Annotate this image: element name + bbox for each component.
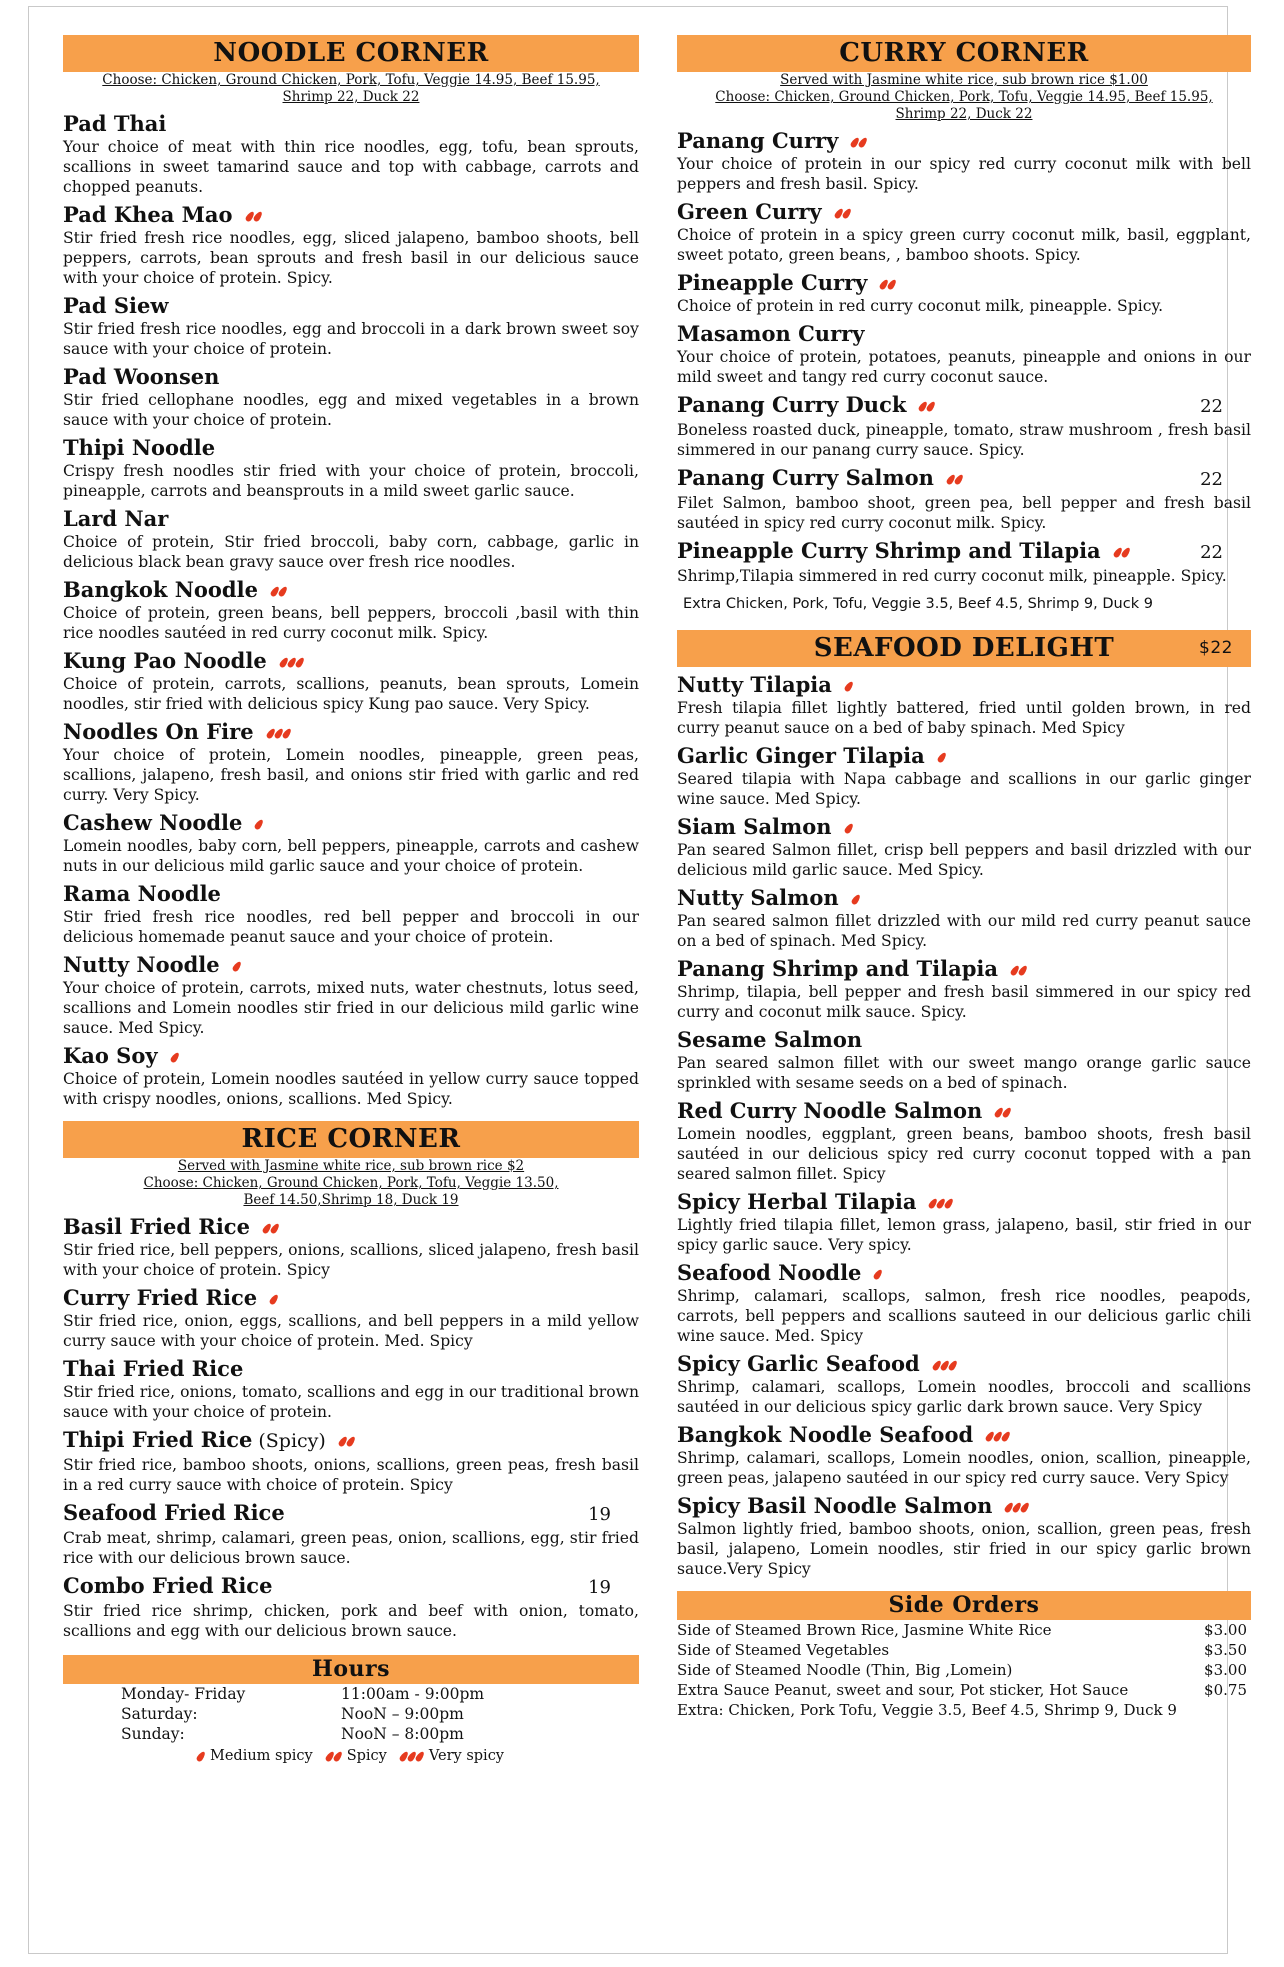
menu-item [677, 1259, 1251, 1346]
menu-item-description: Lomein noodles, eggplant, green beans, bamboo shoots, fresh basil sautéed in our delicious spicy red curry coconut topped with a pan seared salmon fillet. Spicy [677, 1125, 1251, 1183]
menu-item-name: Nutty Salmon [677, 885, 839, 910]
menu-item-description: Choice of protein, carrots, scallions, peanuts, bean sprouts, Lomein noodles, stir fried with delicious spicy Kung pao sauce. Very Spicy. [63, 675, 639, 713]
menu-item-description: Stir fried rice, onion, eggs, scallions, and bell peppers in a mild yellow curry sauce with your choice of protein. Med. Spicy [63, 1312, 639, 1350]
chili-icon [340, 1436, 354, 1447]
menu-item-description: Your choice of protein, Lomein noodles, pineapple, green peas, scallions, jalapeno, fresh basil, and onions stir fried with garlic and red curry. Very Spicy. [63, 746, 639, 804]
menu-item [677, 127, 1251, 194]
chili-icon [853, 894, 859, 905]
chili-icon [987, 1431, 1009, 1442]
chili-icon [281, 657, 303, 668]
chili-icon [264, 1223, 278, 1234]
menu-item-name: Panang Curry [677, 128, 839, 153]
menu-item-header [63, 880, 639, 907]
curry-corner-banner: CURRY CORNER [677, 35, 1251, 72]
side-extra: Extra: Chicken, Pork Tofu, Veggie 3.5, Beef 4.5, Shrimp 9, Duck 9 [677, 1701, 1177, 1719]
menu-item-header [677, 1421, 1251, 1448]
menu-item [677, 391, 1251, 460]
menu-item-header [63, 292, 639, 319]
menu-item-header [677, 1350, 1251, 1377]
chili-icon [234, 961, 240, 972]
side-row: Side of Steamed Brown Rice, Jasmine White Rice $3.00 [677, 1621, 1247, 1639]
menu-item-header [677, 269, 1251, 296]
menu-item-description: Stir fried fresh rice noodles, egg, sliced jalapeno, bamboo shoots, bell peppers, carrots, bean sprouts and fresh basil in our delicious sauce with your choice of protein. Spicy. [63, 229, 639, 287]
chili-icon [836, 208, 850, 219]
menu-item-header [63, 809, 639, 836]
menu-item [63, 809, 639, 876]
menu-item-header [677, 391, 1251, 420]
noodle-items [63, 110, 639, 1109]
menu-item [677, 198, 1251, 265]
menu-item-header [677, 1188, 1251, 1215]
menu-item-name: Curry Fried Rice [63, 1285, 258, 1310]
chili-icon [1006, 1502, 1028, 1513]
menu-item [677, 320, 1251, 387]
menu-item [63, 1499, 639, 1568]
hours-banner: Hours [63, 1655, 639, 1684]
menu-item-header [677, 884, 1251, 911]
menu-item-header [677, 1097, 1251, 1124]
menu-item [677, 742, 1251, 809]
menu-item-header [677, 1492, 1251, 1519]
menu-item-name: Combo Fried Rice [63, 1573, 273, 1598]
menu-item [677, 1421, 1251, 1488]
chili-icon [996, 1107, 1010, 1118]
legend-spicy: Spicy [327, 1746, 387, 1766]
seafood-price: $22 [1199, 638, 1233, 658]
menu-item-header [63, 363, 639, 390]
curry-items [677, 127, 1251, 586]
menu-item [677, 671, 1251, 738]
menu-item-name: Bangkok Noodle Seafood [677, 1422, 974, 1447]
menu-item-name: Green Curry [677, 199, 822, 224]
curry-extra-note: Extra Chicken, Pork, Tofu, Veggie 3.5, Beef 4.5, Shrimp 9, Duck 9 [683, 596, 1153, 612]
menu-item-header [63, 505, 639, 532]
menu-item-header [63, 434, 639, 461]
menu-item [63, 1042, 639, 1109]
side-orders-list [677, 1620, 1251, 1720]
menu-item-description: Stir fried fresh rice noodles, red bell pepper and broccoli in our delicious homemade peanut sauce and your choice of protein. [63, 908, 639, 946]
chili-icon [852, 137, 866, 148]
noodle-corner-banner: NOODLE CORNER [63, 35, 639, 72]
menu-item-name: Pad Woonsen [63, 364, 220, 389]
hours-block [63, 1684, 639, 1766]
menu-item-name: Nutty Tilapia [677, 672, 832, 697]
menu-item [63, 505, 639, 572]
menu-item-description: Crispy fresh noodles stir fried with your choice of protein, broccoli, pineapple, carrots and beansprouts in a mild sweet garlic sauce. [63, 462, 639, 500]
menu-item-description: Stir fried rice shrimp, chicken, pork and beef with onion, tomato, scallions and egg with our delicious brown sauce. [63, 1602, 639, 1640]
side-row: Extra Sauce Peanut, sweet and sour, Pot sticker, Hot Sauce $0.75 [677, 1681, 1247, 1699]
menu-item-description: Shrimp,Tilapia simmered in red curry coconut milk, pineapple. Spicy. [677, 567, 1227, 585]
menu-item-description: Pan seared salmon fillet drizzled with our mild red curry peanut sauce on a bed of spinach. Med Spicy. [677, 912, 1251, 950]
menu-item-name: Red Curry Noodle Salmon [677, 1098, 983, 1123]
legend-very-spicy: Very spicy [401, 1746, 504, 1766]
menu-item-description: Choice of protein, green beans, bell peppers, broccoli ,basil with thin rice noodles sautéed in red curry coconut milk. Spicy. [63, 604, 639, 642]
menu-item [677, 1188, 1251, 1255]
legend-medium: Medium spicy [198, 1746, 313, 1766]
chili-icon [846, 823, 852, 834]
chili-icon [198, 1751, 204, 1762]
menu-item-description: Shrimp, calamari, scallops, Lomein noodles, broccoli and scallions sautéed in our delicious spicy garlic dark brown sauce. Very Spicy [677, 1378, 1251, 1416]
chili-icon [247, 211, 261, 222]
menu-item-price: 19 [588, 1577, 611, 1598]
menu-item-header [677, 320, 1251, 347]
chili-icon [930, 1198, 952, 1209]
menu-item [63, 1213, 639, 1280]
menu-item-header [63, 1572, 639, 1601]
menu-item [63, 951, 639, 1038]
chili-icon [1012, 965, 1026, 976]
menu-item-header [677, 198, 1251, 225]
menu-item-description: Your choice of protein in our spicy red curry coconut milk with bell peppers and fresh basil. Spicy. [677, 155, 1251, 193]
rice-corner-banner: RICE CORNER [63, 1121, 639, 1158]
menu-item [677, 537, 1251, 586]
menu-item [63, 110, 639, 197]
rice-items [63, 1213, 639, 1641]
noodle-choose-note: Choose: Chicken, Ground Chicken, Pork, Tofu, Veggie 14.95, Beef 15.95, Shrimp 22, Duck 22 [102, 72, 600, 105]
menu-item-description: Salmon lightly fried, bamboo shoots, onion, scallion, green peas, fresh basil, jalapeno, Lomein noodles, stir fried in our spicy garlic brown sauce.Very Spicy [677, 1520, 1251, 1578]
side-orders-banner: Side Orders [677, 1591, 1251, 1620]
menu-item-price: 22 [1200, 542, 1223, 563]
menu-item-description: Stir fried cellophane noodles, egg and mixed vegetables in a brown sauce with your choice of protein. [63, 391, 639, 429]
chili-icon [948, 474, 962, 485]
menu-item-description: Choice of protein, Stir fried broccoli, baby corn, cabbage, garlic in delicious black bean gravy sauce over fresh rice noodles. [63, 533, 639, 571]
menu-item-header [677, 464, 1251, 493]
side-row: Side of Steamed Vegetables $3.50 [677, 1641, 1247, 1659]
chili-icon [939, 752, 945, 763]
menu-item-name: Kung Pao Noodle [63, 648, 267, 673]
menu-item-description: Seared tilapia with Napa cabbage and scallions in our garlic ginger wine sauce. Med Spicy. [677, 770, 1251, 808]
menu-item-name: Bangkok Noodle [63, 577, 258, 602]
menu-item-description: Stir fried fresh rice noodles, egg and broccoli in a dark brown sweet soy sauce with your choice of protein. [63, 320, 639, 358]
menu-item-name: Thipi Fried Rice [63, 1427, 253, 1452]
menu-item-description: Shrimp, calamari, scallops, Lomein noodles, onion, scallion, pineapple, green peas, jalapeno sautéed in our spicy red curry sauce. Very Spicy [677, 1449, 1251, 1487]
menu-item [677, 1026, 1251, 1093]
menu-item-name: Basil Fried Rice [63, 1214, 250, 1239]
menu-item-description: Lightly fried tilapia fillet, lemon grass, jalapeno, basil, stir fried in our spicy garlic sauce. Very spicy. [677, 1216, 1251, 1254]
menu-item-name: Cashew Noodle [63, 810, 243, 835]
menu-item [63, 363, 639, 430]
menu-item-header [63, 1284, 639, 1311]
menu-item [63, 1355, 639, 1422]
right-column [677, 35, 1251, 1720]
curry-choose-note: Served with Jasmine white rice, sub brown rice $1.00 Choose: Chicken, Ground Chicken, Pork, Tofu, Veggie 14.95, Beef 15.95, Shrimp 22, Duck 22 [715, 72, 1213, 122]
menu-item-name: Pad Siew [63, 293, 169, 318]
menu-item-description: Pan seared Salmon fillet, crisp bell peppers and basil drizzled with our delicious mild garlic sauce. Med Spicy. [677, 841, 1251, 879]
menu-item-name: Lard Nar [63, 506, 169, 531]
menu-item-name: Spicy Herbal Tilapia [677, 1189, 917, 1214]
chili-icon [1115, 547, 1129, 558]
menu-item-header [677, 955, 1251, 982]
menu-item-header [63, 201, 639, 228]
menu-item-name: Sesame Salmon [677, 1027, 863, 1052]
menu-item-name: Spicy Garlic Seafood [677, 1351, 920, 1376]
menu-item-name: Pad Thai [63, 111, 167, 136]
chili-icon [846, 681, 852, 692]
left-column [63, 35, 639, 1766]
menu-item-name: Panang Curry Duck [677, 392, 907, 417]
menu-item-description: Boneless roasted duck, pineapple, tomato, straw mushroom , fresh basil simmered in our panang curry sauce. Spicy. [677, 421, 1251, 459]
chili-icon [256, 819, 262, 830]
seafood-banner: SEAFOOD DELIGHT $22 [677, 630, 1251, 667]
menu-item-description: Stir fried rice, bamboo shoots, onions, scallions, green peas, fresh basil in a red curry sauce with choice of protein. Spicy [63, 1456, 639, 1494]
menu-item-description: Stir fried rice, onions, tomato, scallions and egg in our traditional brown sauce with your choice of protein. [63, 1383, 639, 1421]
spicy-legend [63, 1746, 639, 1766]
menu-item-description: Fresh tilapia fillet lightly battered, fried until golden brown, in red curry peanut sauce on a bed of baby spinach. Med Spicy [677, 699, 1251, 737]
menu-item-name: Noodles On Fire [63, 719, 254, 744]
menu-item [63, 201, 639, 288]
menu-item-name: Pineapple Curry Shrimp and Tilapia [677, 538, 1101, 563]
menu-item-description: Choice of protein in a spicy green curry coconut milk, basil, eggplant, sweet potato, green beans, , bamboo shoots. Spicy. [677, 226, 1251, 264]
menu-item-price: 19 [588, 1504, 611, 1525]
menu-item-description: Choice of protein, Lomein noodles sautéed in yellow curry sauce topped with crispy noodles, onions, scallions. Med Spicy. [63, 1070, 639, 1108]
menu-item [63, 718, 639, 805]
menu-item-price: 22 [1200, 469, 1223, 490]
menu-item [63, 1572, 639, 1641]
menu-item-header [63, 1213, 639, 1240]
menu-item-description: Filet Salmon, bamboo shoot, green pea, bell pepper and fresh basil sautéed in spicy red curry coconut milk. Spicy. [677, 494, 1251, 532]
menu-item-name: Pineapple Curry [677, 270, 868, 295]
chili-icon [920, 401, 934, 412]
menu-item-description: Shrimp, tilapia, bell pepper and fresh basil simmered in our spicy red curry and coconut milk sauce. Spicy. [677, 983, 1251, 1021]
menu-item [63, 647, 639, 714]
menu-item-header [677, 537, 1251, 566]
menu-item-description: Your choice of protein, carrots, mixed nuts, water chestnuts, lotus seed, scallions and Lomein noodles stir fried in our delicious mild garlic wine sauce. Med Spicy. [63, 979, 639, 1037]
menu-item-description: Lomein noodles, baby corn, bell peppers, pineapple, carrots and cashew nuts in our delicious mild garlic sauce and your choice of protein. [63, 837, 639, 875]
chili-icon [272, 586, 286, 597]
menu-item [677, 464, 1251, 533]
chili-icon [934, 1360, 956, 1371]
menu-item-header [677, 671, 1251, 698]
menu-item-header [63, 1499, 639, 1528]
menu-item [677, 955, 1251, 1022]
menu-item-name: Seafood Noodle [677, 1260, 862, 1285]
menu-item-note: (Spicy) [258, 1430, 326, 1452]
menu-item-name: Rama Noodle [63, 881, 221, 906]
chili-icon [172, 1052, 178, 1063]
menu-item-name: Seafood Fried Rice [63, 1500, 285, 1525]
menu-item-header [677, 742, 1251, 769]
menu-item-name: Siam Salmon [677, 814, 832, 839]
menu-item [677, 884, 1251, 951]
menu-item-description: Shrimp, calamari, scallops, salmon, fresh rice noodles, peapods, carrots, bell peppers and scallions sauteed in our delicious garlic chili wine sauce. Med. Spicy [677, 1287, 1251, 1345]
chili-icon [271, 1294, 277, 1305]
menu-item-header [63, 647, 639, 674]
hours-row: Monday- Friday 11:00am - 9:00pm [121, 1685, 485, 1703]
menu-item-name: Kao Soy [63, 1043, 158, 1068]
chili-icon [268, 728, 290, 739]
menu-item-header [63, 110, 639, 137]
menu-item-header [677, 127, 1251, 154]
menu-item-header [677, 1259, 1251, 1286]
hours-row: Sunday: NooN – 8:00pm [121, 1725, 464, 1743]
chili-icon [881, 279, 895, 290]
side-row: Side of Steamed Noodle (Thin, Big ,Lomein) $3.00 [677, 1661, 1247, 1679]
menu-item [63, 292, 639, 359]
menu-item [63, 1284, 639, 1351]
menu-item-header [63, 951, 639, 978]
menu-item-name: Panang Shrimp and Tilapia [677, 956, 998, 981]
menu-item [63, 880, 639, 947]
menu-item-name: Masamon Curry [677, 321, 865, 346]
menu-item-header [63, 1355, 639, 1382]
menu-item-header [677, 1026, 1251, 1053]
menu-item [677, 1097, 1251, 1184]
chili-icon [401, 1751, 423, 1762]
menu-item-description: Stir fried rice, bell peppers, onions, scallions, sliced jalapeno, fresh basil with your choice of protein. Spicy [63, 1241, 639, 1279]
menu-item-name: Nutty Noodle [63, 952, 220, 977]
menu-item-header [63, 718, 639, 745]
menu-item-name: Thai Fried Rice [63, 1356, 244, 1381]
menu-item-header [677, 813, 1251, 840]
menu-item [677, 1492, 1251, 1579]
menu-item-name: Spicy Basil Noodle Salmon [677, 1493, 993, 1518]
menu-item-description: Your choice of protein, potatoes, peanuts, pineapple and onions in our mild sweet and tangy red curry coconut sauce. [677, 348, 1251, 386]
menu-item-price: 22 [1200, 396, 1223, 417]
menu-item-name: Pad Khea Mao [63, 202, 233, 227]
menu-item-name: Thipi Noodle [63, 435, 216, 460]
menu-page [28, 6, 1251, 1954]
menu-item-header [63, 1426, 639, 1455]
menu-item [677, 269, 1251, 316]
menu-item [677, 813, 1251, 880]
menu-item-description: Crab meat, shrimp, calamari, green peas, onion, scallions, egg, stir fried rice with our delicious brown sauce. [63, 1529, 639, 1567]
menu-item-name: Panang Curry Salmon [677, 465, 934, 490]
menu-item-description: Your choice of meat with thin rice noodles, egg, tofu, bean sprouts, scallions in sweet tamarind sauce and top with cabbage, carrots and chopped peanuts. [63, 138, 639, 196]
seafood-items [677, 671, 1251, 1579]
menu-item-name: Garlic Ginger Tilapia [677, 743, 925, 768]
menu-item-description: Choice of protein in red curry coconut milk, pineapple. Spicy. [677, 297, 1164, 315]
menu-item [677, 1350, 1251, 1417]
hours-row: Saturday: NooN – 9:00pm [121, 1705, 464, 1723]
menu-item [63, 1426, 639, 1495]
rice-choose-note: Served with Jasmine white rice, sub brown rice $2 Choose: Chicken, Ground Chicken, Pork, Tofu, Veggie 13.50, Beef 14.50,Shrimp 18, Duck 19 [143, 1158, 559, 1208]
menu-item-description: Pan seared salmon fillet with our sweet mango orange garlic sauce sprinkled with sesame seeds on a bed of spinach. [677, 1054, 1251, 1092]
chili-icon [875, 1269, 881, 1280]
menu-item [63, 434, 639, 501]
menu-item-header [63, 1042, 639, 1069]
menu-item-header [63, 576, 639, 603]
menu-item [63, 576, 639, 643]
chili-icon [327, 1751, 341, 1762]
